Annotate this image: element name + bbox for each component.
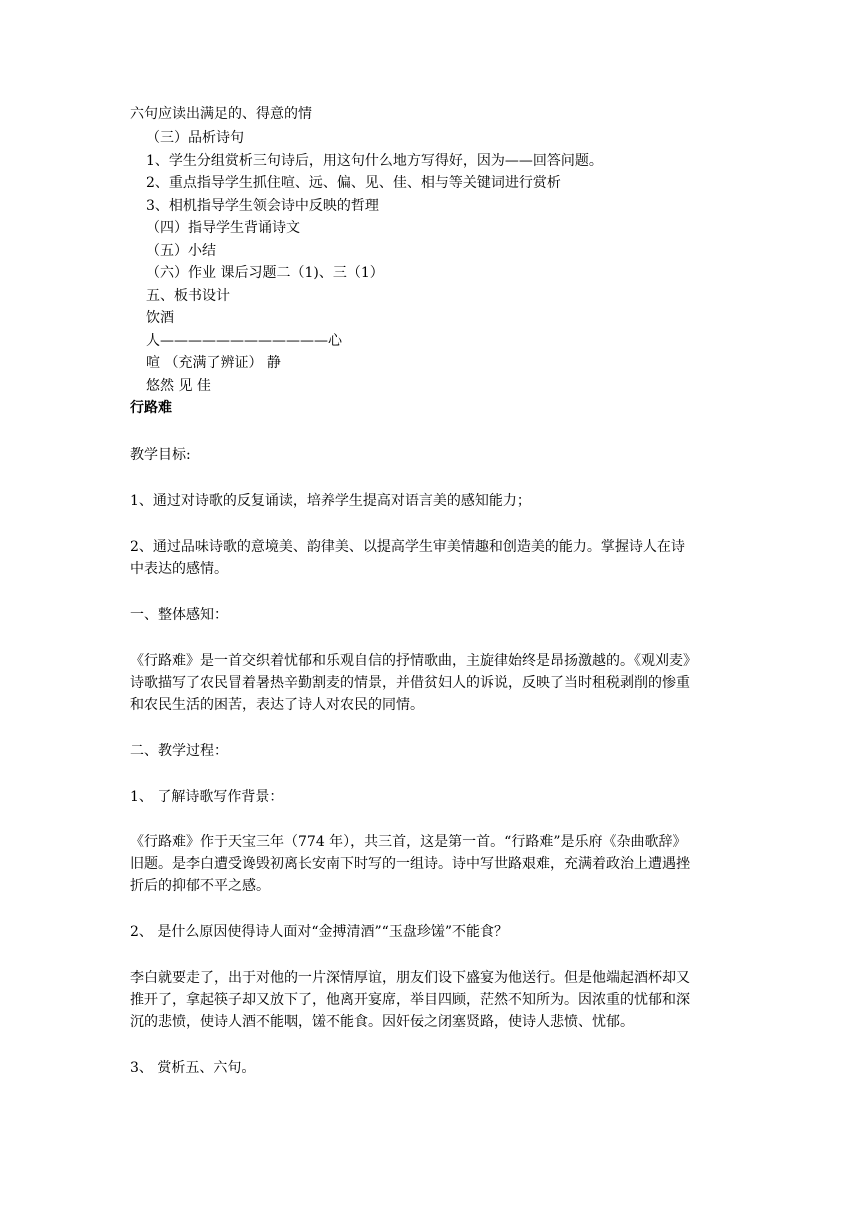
part-heading: 二、教学过程： bbox=[130, 743, 228, 759]
paragraph-line: 推开了，拿起筷子却又放下了，他离开宴席，举目四顾，茫然不知所为。因浓重的忧郁和深 bbox=[130, 992, 690, 1008]
list-item: 3、相机指导学生领会诗中反映的哲理 bbox=[146, 198, 379, 214]
step-heading: 3、 赏析五、六句。 bbox=[130, 1060, 256, 1076]
paragraph-line: 和农民生活的困苦，表达了诗人对农民的同情。 bbox=[130, 697, 424, 713]
paragraph-line: 李白就要走了，出于对他的一片深情厚谊，朋友们设下盛宴为他送行。但是他端起酒杯却又 bbox=[130, 970, 690, 986]
paragraph-line: 折后的抑郁不平之感。 bbox=[130, 878, 270, 894]
goal-item: 1、通过对诗歌的反复诵读，培养学生提高对语言美的感知能力； bbox=[130, 493, 531, 509]
paragraph-line: 《行路难》是一首交织着忧郁和乐观自信的抒情歌曲，主旋律始终是昂扬激越的。《观刈麦》 bbox=[130, 653, 697, 669]
goal-item-cont: 中表达的感情。 bbox=[130, 561, 228, 577]
goal-item: 2、通过品味诗歌的意境美、韵律美、以提高学生审美情趣和创造美的能力。掌握诗人在诗 bbox=[130, 539, 685, 555]
goals-label: 教学目标: bbox=[130, 447, 191, 463]
heading-summary: （五）小结 bbox=[146, 243, 216, 259]
step-heading: 2、 是什么原因使得诗人面对“金搏清酒”“玉盘珍馐”不能食？ bbox=[130, 924, 508, 940]
paragraph-line: 沉的悲愤，使诗人酒不能咽，馐不能食。因奸佞之闭塞贤路，使诗人悲愤、忧郁。 bbox=[130, 1014, 634, 1030]
board-line: 悠然 见 佳 bbox=[146, 378, 211, 394]
list-item: 2、重点指导学生抓住喧、远、偏、见、佳、相与等关键词进行赏析 bbox=[146, 175, 561, 191]
paragraph-line: 诗歌描写了农民冒着暑热辛勤割麦的情景，并借贫妇人的诉说，反映了当时租税剥削的惨重 bbox=[130, 675, 690, 691]
board-line: 喧 （充满了辨证） 静 bbox=[146, 355, 281, 371]
heading-pinxi: （三）品析诗句 bbox=[146, 130, 244, 146]
step-heading: 1、 了解诗歌写作背景： bbox=[130, 789, 284, 805]
heading-homework: （六）作业 课后习题二（1)、三（1） bbox=[146, 265, 384, 281]
intro-line: 六句应读出满足的、得意的情 bbox=[130, 106, 312, 122]
paragraph-line: 旧题。是李白遭受谗毁初离长安南下时写的一组诗。诗中写世路艰难，充满着政治上遭遇挫 bbox=[130, 856, 690, 872]
heading-board-design: 五、板书设计 bbox=[146, 288, 230, 304]
paragraph-line: 《行路难》作于天宝三年（774 年），共三首，这是第一首。“行路难”是乐府《杂曲歌辞》 bbox=[130, 834, 687, 850]
board-line: 人————————————心 bbox=[146, 333, 342, 349]
section-title: 行路难 bbox=[130, 400, 172, 416]
list-item: 1、学生分组赏析三句诗后，用这句什么地方写得好，因为——回答问题。 bbox=[146, 153, 603, 169]
part-heading: 一、整体感知： bbox=[130, 607, 228, 623]
heading-recite: （四）指导学生背诵诗文 bbox=[146, 220, 300, 236]
board-line: 饮酒 bbox=[146, 310, 174, 326]
